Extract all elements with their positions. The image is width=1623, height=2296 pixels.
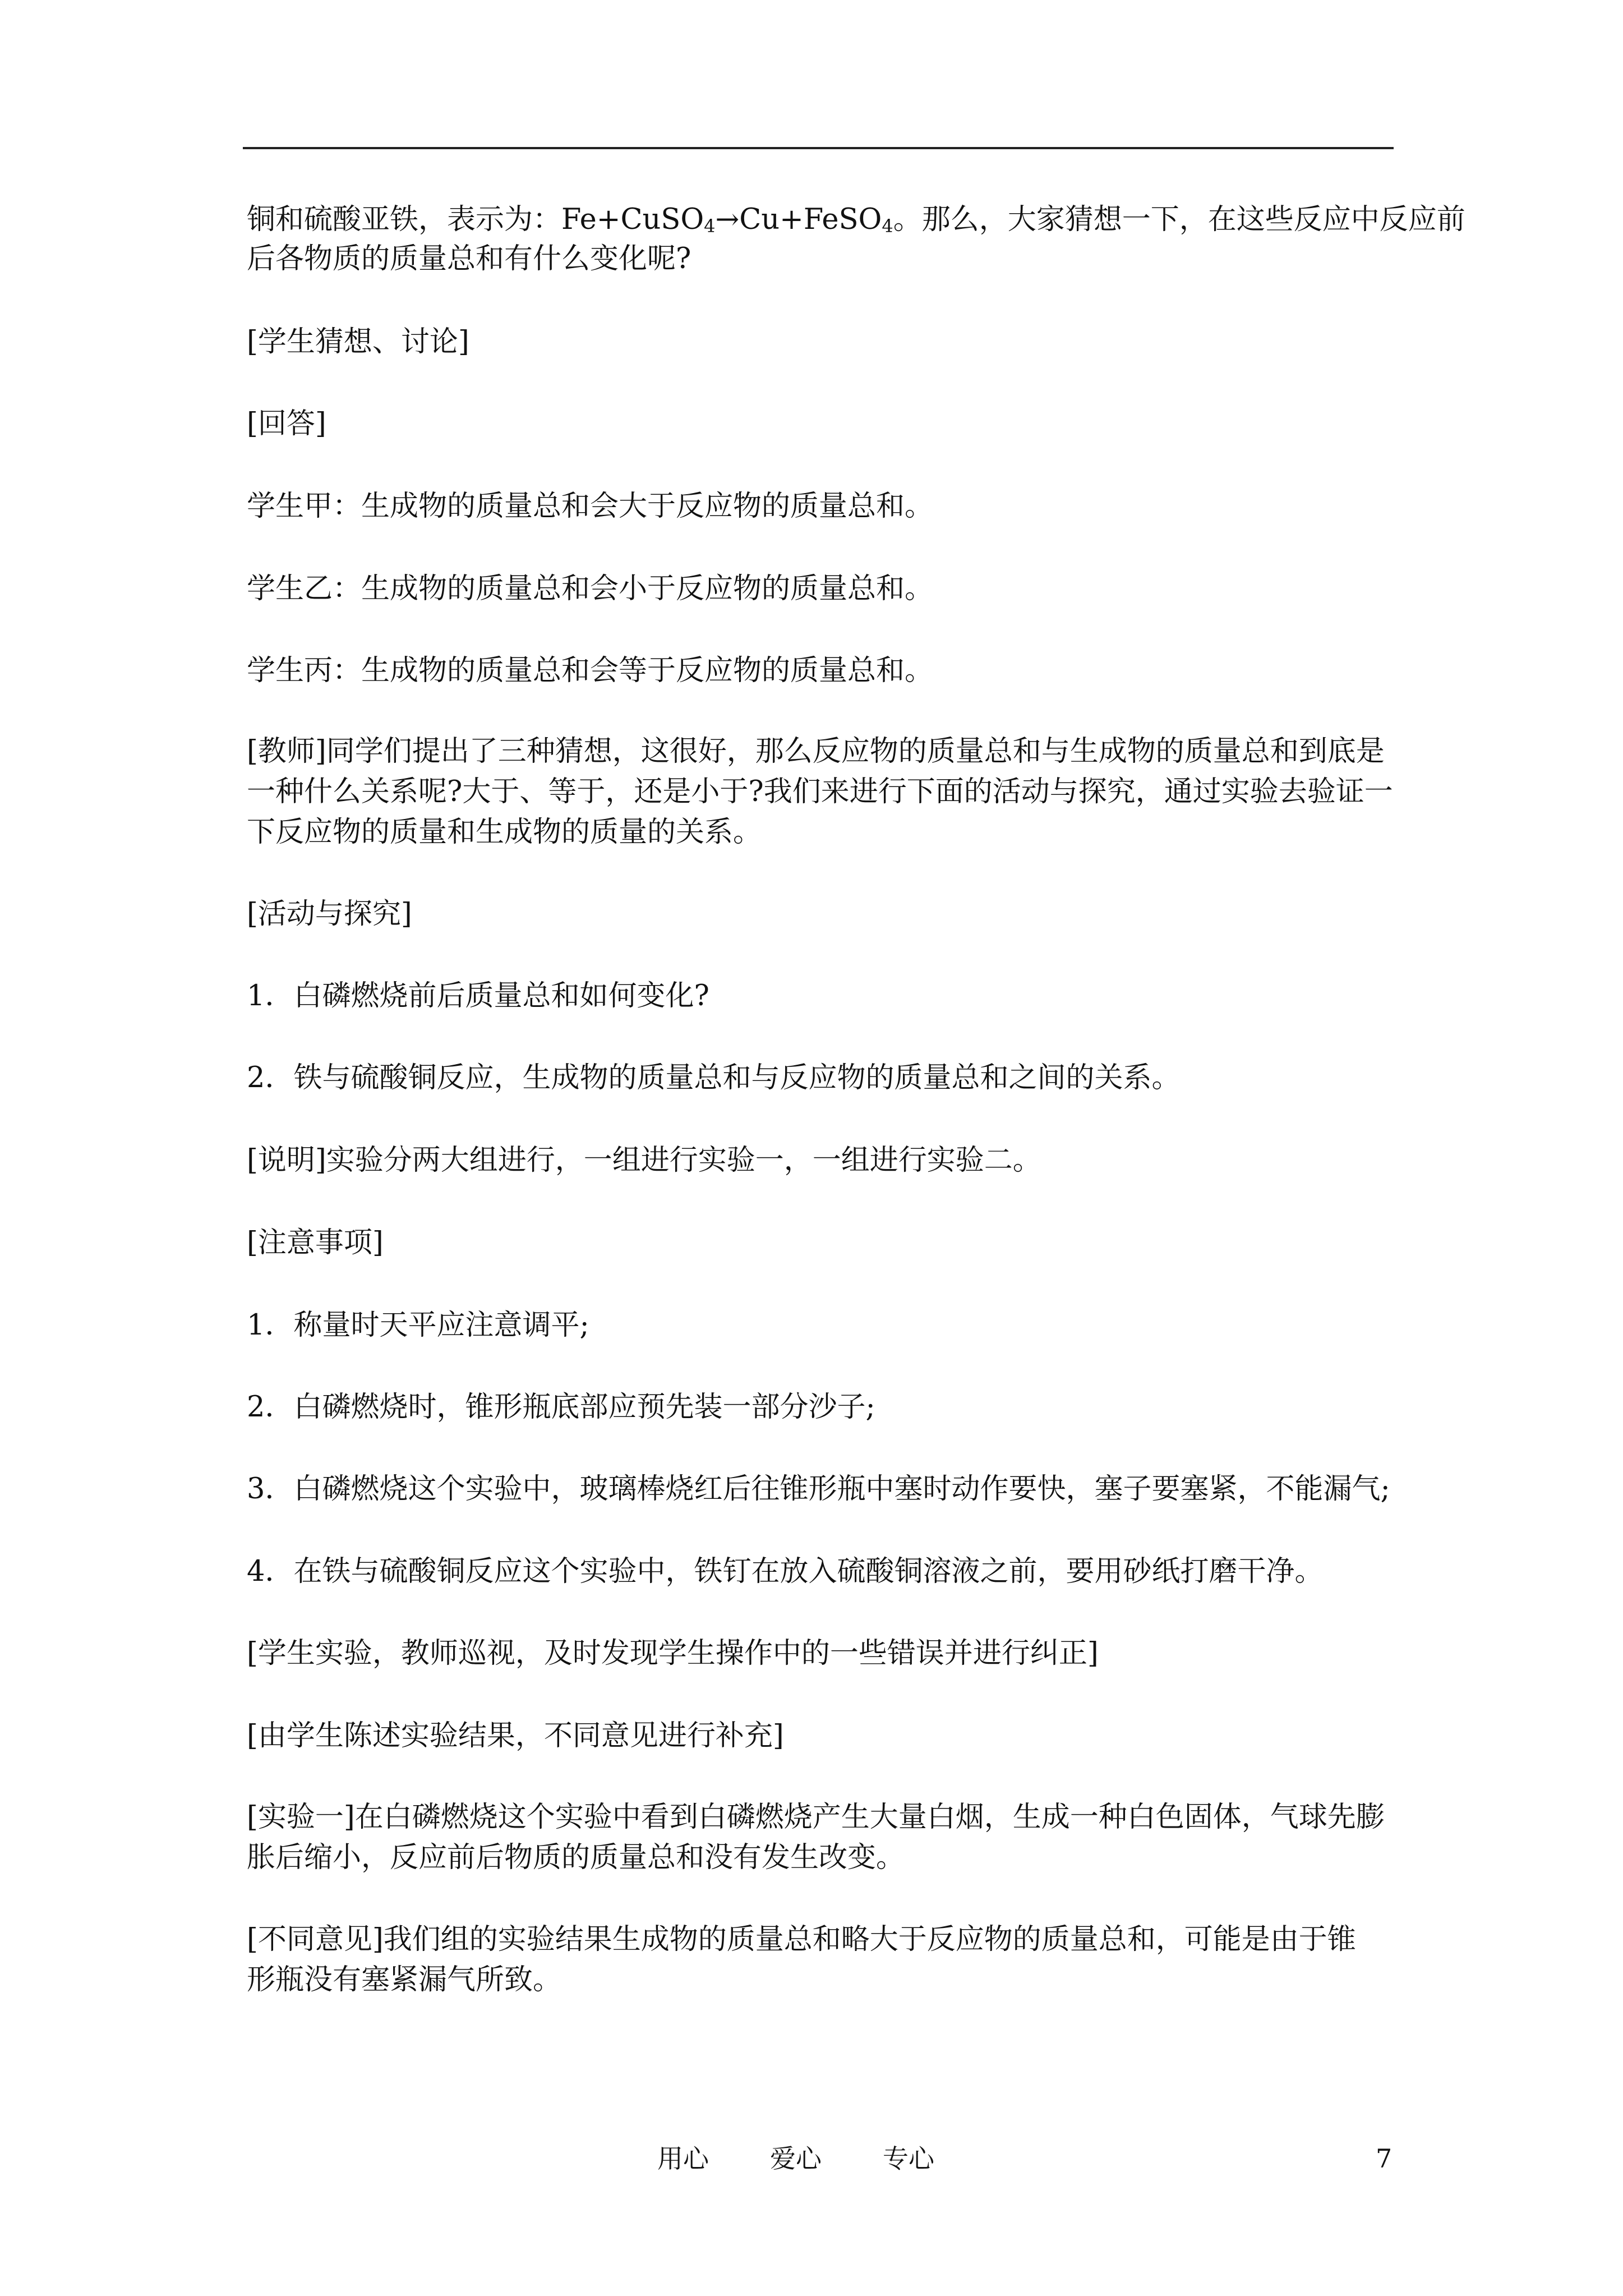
paragraph-intro-line-2: 后各物质的质量总和有什么变化呢? bbox=[247, 242, 691, 275]
student-a-answer: 学生甲：生成物的质量总和会大于反应物的质量总和。 bbox=[247, 490, 934, 523]
student-c-answer: 学生丙：生成物的质量总和会等于反应物的质量总和。 bbox=[247, 654, 934, 687]
teacher-paragraph-line-3: 下反应物的质量和生成物的质量的关系。 bbox=[247, 816, 762, 849]
paragraph-intro-line-1 bbox=[247, 203, 1465, 237]
subscript-4: 4 bbox=[882, 215, 893, 237]
dissent-line-2: 形瓶没有塞紧漏气所致。 bbox=[247, 1963, 562, 1996]
attention-item-4: 4．在铁与硫酸铜反应这个实验中，铁钉在放入硫酸铜溶液之前，要用砂纸打磨干净。 bbox=[247, 1555, 1324, 1588]
experiment-instruction: [学生实验，教师巡视，及时发现学生操作中的一些错误并进行纠正] bbox=[247, 1637, 1099, 1670]
experiment-one-line-1: [实验一]在白磷燃烧这个实验中看到白磷燃烧产生大量白烟，生成一种白色固体，气球先膨 bbox=[247, 1801, 1385, 1834]
activity-item-2: 2．铁与硫酸铜反应，生成物的质量总和与反应物的质量总和之间的关系。 bbox=[247, 1061, 1181, 1094]
section-label-guess: [学生猜想、讨论] bbox=[247, 325, 469, 358]
intro-text-1: 铜和硫酸亚铁，表示为：Fe+CuSO bbox=[247, 203, 704, 236]
footer-motto-1: 用心 bbox=[657, 2143, 709, 2174]
footer-motto-2: 爱心 bbox=[770, 2143, 822, 2174]
intro-text-3: 。那么，大家猜想一下，在这些反应中反应前 bbox=[893, 203, 1465, 236]
attention-item-3: 3．白磷燃烧这个实验中，玻璃棒烧红后往锥形瓶中塞时动作要快，塞子要塞紧，不能漏气; bbox=[247, 1473, 1390, 1506]
attention-item-2: 2．白磷燃烧时，锥形瓶底部应预先装一部分沙子; bbox=[247, 1391, 875, 1424]
attention-item-1: 1．称量时天平应注意调平; bbox=[247, 1309, 589, 1342]
intro-text-2: →Cu+FeSO bbox=[715, 203, 882, 236]
experiment-one-line-2: 胀后缩小，反应前后物质的质量总和没有发生改变。 bbox=[247, 1841, 905, 1874]
teacher-paragraph-line-1: [教师]同学们提出了三种猜想，这很好，那么反应物的质量总和与生成物的质量总和到底是 bbox=[247, 735, 1385, 768]
section-label-activity: [活动与探究] bbox=[247, 898, 412, 931]
dissent-line-1: [不同意见]我们组的实验结果生成物的质量总和略大于反应物的质量总和，可能是由于锥 bbox=[247, 1923, 1356, 1956]
activity-item-1: 1．白磷燃烧前后质量总和如何变化? bbox=[247, 979, 709, 1013]
page-number: 7 bbox=[1376, 2143, 1393, 2174]
report-instruction: [由学生陈述实验结果，不同意见进行补充] bbox=[247, 1719, 784, 1752]
section-label-attention: [注意事项] bbox=[247, 1226, 384, 1259]
note-paragraph: [说明]实验分两大组进行，一组进行实验一，一组进行实验二。 bbox=[247, 1144, 1041, 1177]
student-b-answer: 学生乙：生成物的质量总和会小于反应物的质量总和。 bbox=[247, 572, 934, 605]
teacher-paragraph-line-2: 一种什么关系呢?大于、等于，还是小于?我们来进行下面的活动与探究，通过实验去验证一 bbox=[247, 775, 1393, 808]
footer-motto-3: 专心 bbox=[883, 2143, 934, 2174]
section-label-answer: [回答] bbox=[247, 407, 326, 440]
header-rule bbox=[243, 147, 1394, 149]
subscript-4: 4 bbox=[704, 215, 716, 237]
